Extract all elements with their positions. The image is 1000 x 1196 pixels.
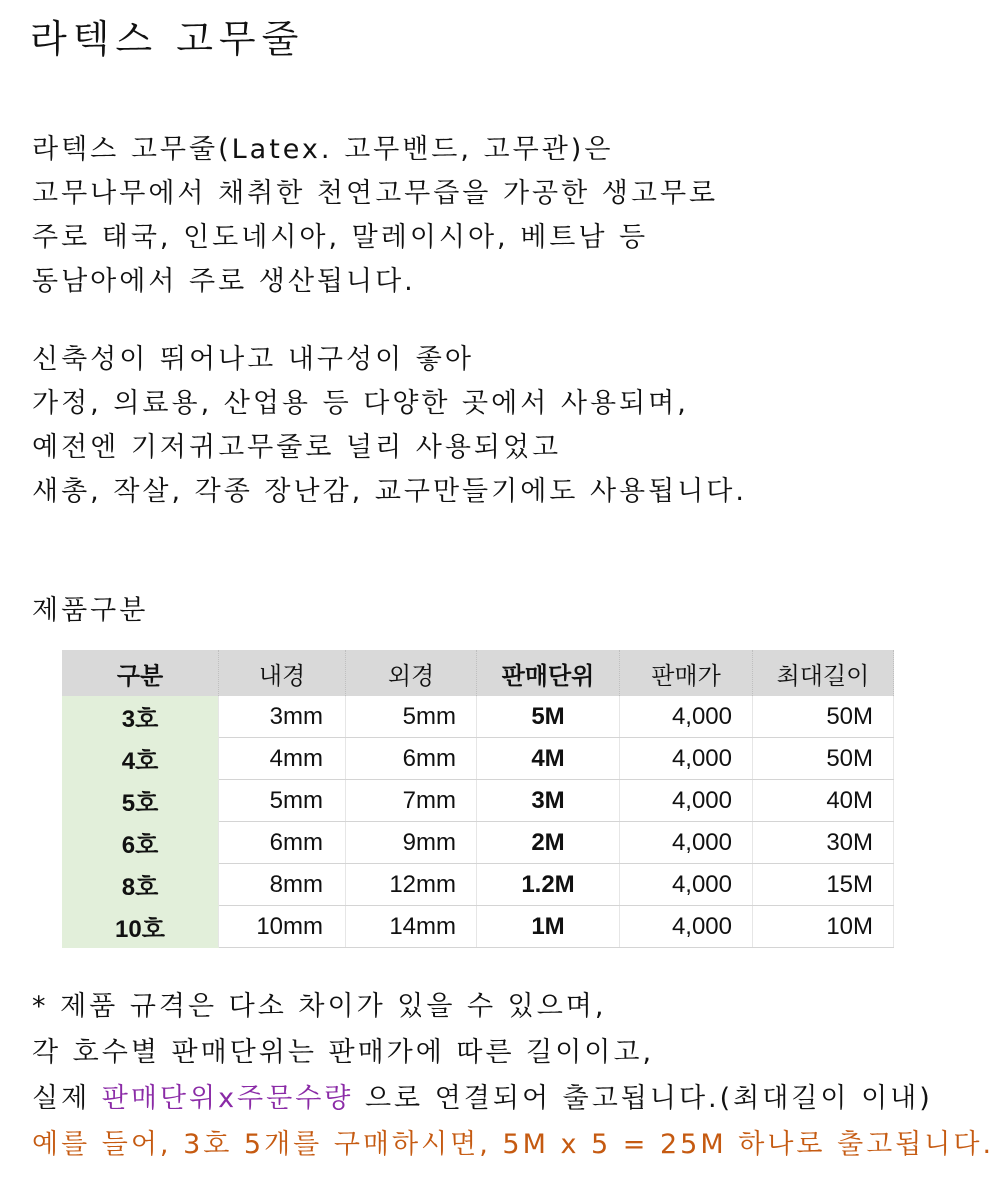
intro-line: 주로 태국, 인도네시아, 말레이시아, 베트남 등 — [32, 222, 649, 253]
cell-sales-unit: 1M — [477, 906, 620, 948]
cell-outer-diameter: 6mm — [346, 738, 477, 780]
cell-sales-unit: 1.2M — [477, 864, 620, 906]
notes-block — [32, 984, 994, 1168]
usage-paragraph — [32, 338, 747, 514]
cell-grade: 8호 — [62, 864, 219, 906]
intro-paragraph — [32, 128, 718, 304]
usage-line: 새총, 작살, 각종 장난감, 교구만들기에도 사용됩니다. — [32, 476, 747, 507]
cell-price: 4,000 — [620, 738, 753, 780]
cell-max-length: 50M — [753, 696, 894, 738]
cell-grade: 10호 — [62, 906, 219, 948]
table-header-row — [62, 650, 894, 696]
table-row — [62, 864, 894, 906]
cell-grade: 5호 — [62, 780, 219, 822]
cell-price: 4,000 — [620, 696, 753, 738]
header-sales-unit: 판매단위 — [477, 650, 620, 696]
cell-max-length: 50M — [753, 738, 894, 780]
cell-price: 4,000 — [620, 822, 753, 864]
cell-outer-diameter: 7mm — [346, 780, 477, 822]
cell-grade: 4호 — [62, 738, 219, 780]
cell-outer-diameter: 12mm — [346, 864, 477, 906]
table-row — [62, 822, 894, 864]
cell-max-length: 10M — [753, 906, 894, 948]
note-text: 실제 — [32, 1083, 102, 1114]
cell-sales-unit: 3M — [477, 780, 620, 822]
cell-outer-diameter: 5mm — [346, 696, 477, 738]
note-line: 각 호수별 판매단위는 판매가에 따른 길이이고, — [32, 1037, 655, 1068]
cell-price: 4,000 — [620, 780, 753, 822]
header-max-length: 최대길이 — [753, 650, 894, 696]
cell-sales-unit: 5M — [477, 696, 620, 738]
table-row — [62, 906, 894, 948]
cell-inner-diameter: 10mm — [219, 906, 346, 948]
cell-grade: 6호 — [62, 822, 219, 864]
table-row — [62, 696, 894, 738]
cell-sales-unit: 4M — [477, 738, 620, 780]
cell-inner-diameter: 8mm — [219, 864, 346, 906]
intro-line: 고무나무에서 채취한 천연고무즙을 가공한 생고무로 — [32, 178, 719, 209]
page-title: 라텍스 고무줄 — [30, 17, 305, 61]
note-line — [32, 1076, 994, 1122]
intro-line: 라텍스 고무줄(Latex. 고무밴드, 고무관)은 — [32, 134, 614, 165]
header-inner-diameter: 내경 — [219, 650, 346, 696]
header-grade: 구분 — [62, 650, 219, 696]
product-spec-table — [62, 650, 894, 948]
note-highlight: 판매단위x주문수량 — [101, 1083, 354, 1114]
cell-max-length: 15M — [753, 864, 894, 906]
usage-line: 신축성이 뛰어나고 내구성이 좋아 — [32, 344, 474, 375]
cell-inner-diameter: 3mm — [219, 696, 346, 738]
cell-inner-diameter: 4mm — [219, 738, 346, 780]
cell-price: 4,000 — [620, 906, 753, 948]
table-row — [62, 780, 894, 822]
cell-inner-diameter: 5mm — [219, 780, 346, 822]
usage-line: 예전엔 기저귀고무줄로 널리 사용되었고 — [32, 432, 562, 463]
usage-line: 가정, 의료용, 산업용 등 다양한 곳에서 사용되며, — [32, 388, 689, 419]
cell-outer-diameter: 9mm — [346, 822, 477, 864]
cell-sales-unit: 2M — [477, 822, 620, 864]
note-text: 으로 연결되어 출고됩니다.(최대길이 이내) — [353, 1083, 933, 1114]
product-section-label: 제품구분 — [32, 595, 149, 626]
note-line: * 제품 규격은 다소 차이가 있을 수 있으며, — [32, 991, 607, 1022]
cell-max-length: 40M — [753, 780, 894, 822]
cell-outer-diameter: 14mm — [346, 906, 477, 948]
table-row — [62, 738, 894, 780]
cell-grade: 3호 — [62, 696, 219, 738]
intro-line: 동남아에서 주로 생산됩니다. — [32, 266, 416, 297]
cell-inner-diameter: 6mm — [219, 822, 346, 864]
cell-max-length: 30M — [753, 822, 894, 864]
header-price: 판매가 — [620, 650, 753, 696]
header-outer-diameter: 외경 — [346, 650, 477, 696]
cell-price: 4,000 — [620, 864, 753, 906]
note-example-line: 예를 들어, 3호 5개를 구매하시면, 5M x 5 = 25M 하나로 출고됩니다. — [32, 1129, 995, 1160]
